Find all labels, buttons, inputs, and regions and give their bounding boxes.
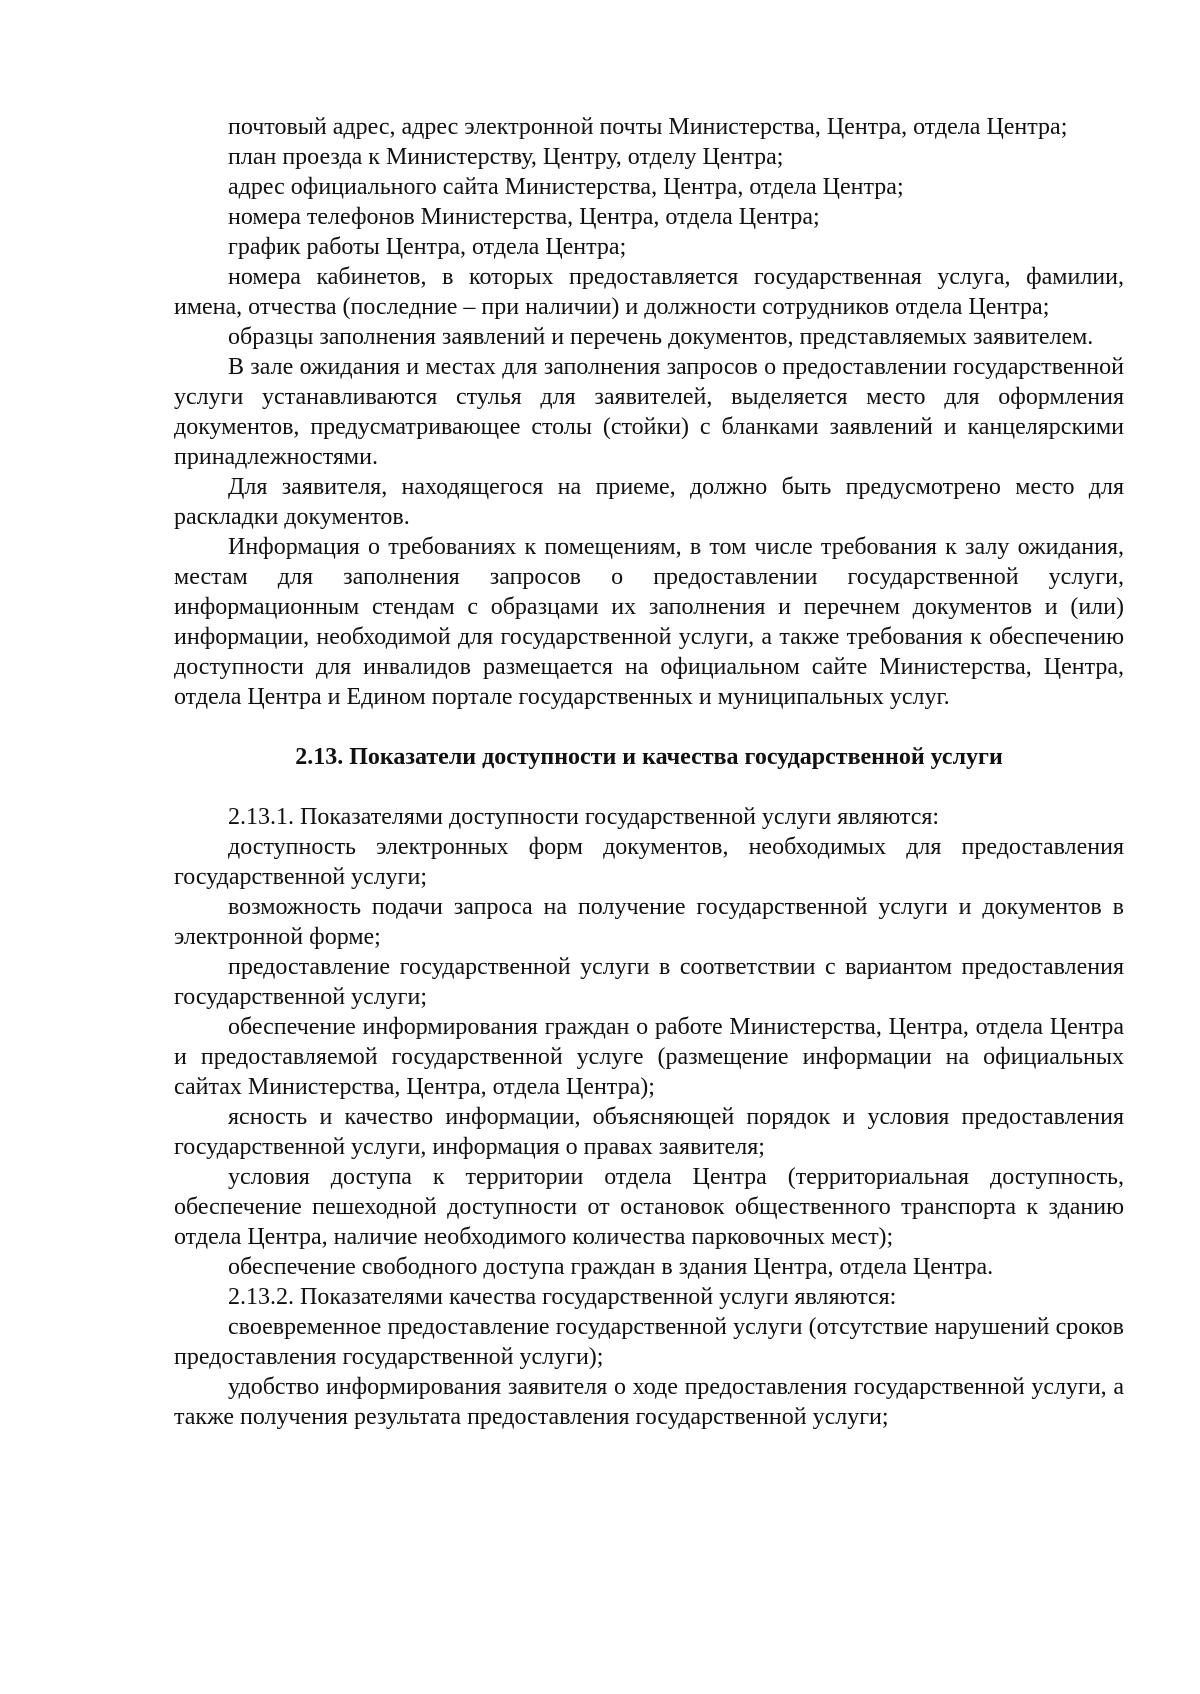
- section-heading: 2.13. Показатели доступности и качества государственной услуги: [295, 744, 1003, 770]
- indicators-section: [174, 802, 1124, 1432]
- paragraph: Информация о требованиях к помещениям, в том числе требования к залу ожидания, местам для заполнения запросов о предоставлении государственной услуги, информационным стендам с образцами их заполнения и перечнем документов и (или) информации, необходимой для государственной услуги, а также требования к обеспечению доступности для инвалидов размещается на официальном сайте Министерства, Центра, отдела Центра и Едином портале государственных и муниципальных услуг.: [174, 534, 1124, 710]
- paragraph: образцы заполнения заявлений и перечень документов, представляемых заявителем.: [228, 324, 1094, 350]
- paragraph: план проезда к Министерству, Центру, отделу Центра;: [228, 144, 784, 170]
- paragraph: удобство информирования заявителя о ходе предоставления государственной услуги, а также получения результата предоставления государственной услуги;: [174, 1374, 1124, 1430]
- paragraph: доступность электронных форм документов, необходимых для предоставления государственной услуги;: [174, 834, 1124, 890]
- paragraph: 2.13.2. Показателями качества государственной услуги являются:: [228, 1284, 897, 1310]
- paragraph: график работы Центра, отдела Центра;: [228, 234, 627, 260]
- paragraph: номера телефонов Министерства, Центра, отдела Центра;: [228, 204, 820, 230]
- paragraph: Для заявителя, находящегося на приеме, должно быть предусмотрено место для раскладки документов.: [174, 474, 1124, 530]
- paragraph: адрес официального сайта Министерства, Центра, отдела Центра;: [228, 174, 904, 200]
- paragraph: обеспечение информирования граждан о работе Министерства, Центра, отдела Центра и предоставляемой государственной услуге (размещение информации на официальных сайтах Министерства, Центра, отдела Центра);: [174, 1014, 1124, 1100]
- paragraph: В зале ожидания и местах для заполнения запросов о предоставлении государственной услуги устанавливаются стулья для заявителей, выделяется место для оформления документов, предусматривающее столы (стойки) с бланками заявлений и канцелярскими принадлежностями.: [174, 354, 1124, 470]
- paragraph: условия доступа к территории отдела Центра (территориальная доступность, обеспечение пешеходной доступности от остановок общественного транспорта к зданию отдела Центра, наличие необходимого количества парковочных мест);: [174, 1164, 1124, 1250]
- paragraph: почтовый адрес, адрес электронной почты Министерства, Центра, отдела Центра;: [228, 114, 1068, 140]
- paragraph: предоставление государственной услуги в соответствии с вариантом предоставления государственной услуги;: [174, 954, 1124, 1010]
- paragraph: своевременное предоставление государственной услуги (отсутствие нарушений сроков предоставления государственной услуги);: [174, 1314, 1124, 1370]
- paragraph: номера кабинетов, в которых предоставляется государственная услуга, фамилии, имена, отчества (последние – при наличии) и должности сотрудников отдела Центра;: [174, 264, 1124, 320]
- paragraph: ясность и качество информации, объясняющей порядок и условия предоставления государственной услуги, информация о правах заявителя;: [174, 1104, 1124, 1160]
- document-page: [174, 112, 1124, 1432]
- paragraph: 2.13.1. Показателями доступности государственной услуги являются:: [228, 804, 940, 830]
- requirements-section: [174, 112, 1124, 712]
- paragraph: обеспечение свободного доступа граждан в здания Центра, отдела Центра.: [228, 1254, 994, 1280]
- paragraph: возможность подачи запроса на получение государственной услуги и документов в электронной форме;: [174, 894, 1124, 950]
